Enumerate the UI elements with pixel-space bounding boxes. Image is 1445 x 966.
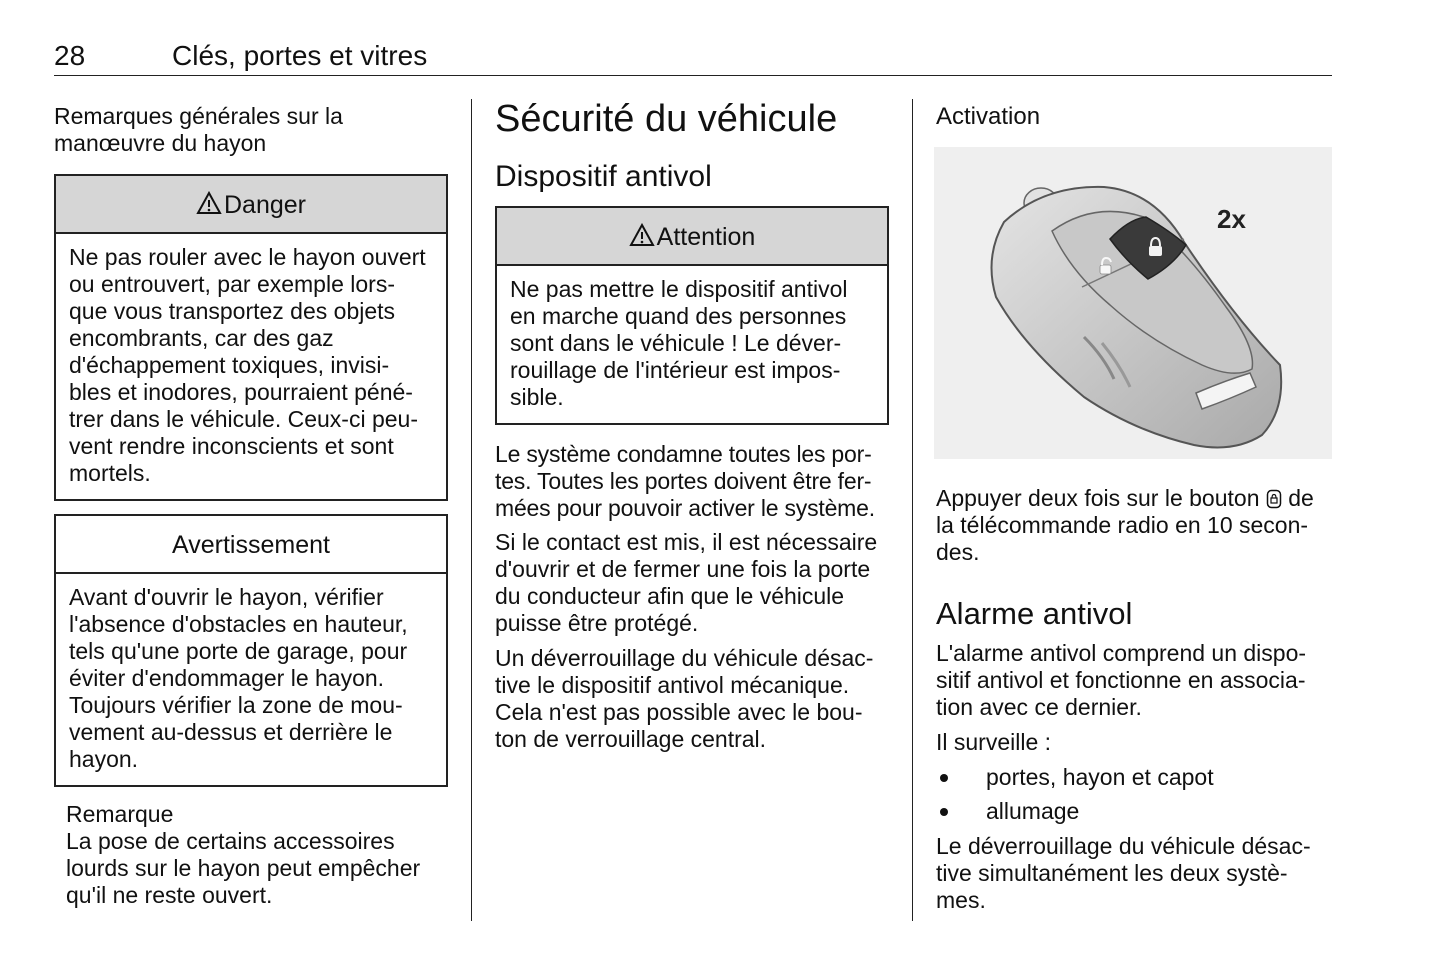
column-divider-left	[471, 99, 472, 921]
page-number: 28	[54, 40, 86, 71]
paragraph-unlock: Un déverrouillage du véhicule désac- tive le dispositif antivol mécanique. Cela n'est pas possible avec le bou- ton de verrouillage central.	[495, 645, 874, 752]
note-block: Remarque La pose de certains accessoires lourds sur le hayon peut empêcher qu'il ne reste ouvert.	[66, 801, 421, 908]
list-item: allumage	[940, 798, 1320, 826]
danger-box-header	[56, 176, 446, 234]
activation-instruction: Appuyer deux fois sur le bouton de la télécommande radio en 10 secon- des.	[936, 485, 1314, 565]
alarm-closing: Le déverrouillage du véhicule désac- tive simultanément les deux systè- mes.	[936, 833, 1311, 913]
lock-button-icon	[1266, 489, 1282, 509]
key-fob-illustration	[934, 147, 1332, 459]
list-item: portes, hayon et capot	[940, 764, 1320, 792]
danger-title: Danger	[224, 191, 306, 219]
attention-title: Attention	[656, 223, 756, 251]
subsection-title: Dispositif antivol	[495, 160, 712, 193]
paragraph-locking: Le système condamne toutes les por- tes. Toutes les portes doivent être fer- mées pour pouvoir activer le système.	[495, 441, 875, 521]
chapter-title: Clés, portes et vitres	[172, 40, 428, 71]
key-fob-figure	[934, 147, 1332, 459]
warning-title: Avertissement	[172, 531, 330, 559]
warning-box	[54, 514, 448, 787]
monitors-label: Il surveille :	[936, 729, 1052, 755]
warning-box-header	[56, 516, 446, 574]
warning-triangle-icon	[629, 223, 655, 247]
column-divider-right	[912, 99, 913, 921]
header-rule	[54, 75, 1332, 76]
activation-heading: Activation	[936, 103, 1041, 130]
attention-box-header	[497, 208, 887, 266]
bullet-icon	[940, 774, 948, 782]
alarm-intro: L'alarme antivol comprend un dispo- sitif antivol et fonctionne en associa- tion avec ce dernier.	[936, 640, 1307, 720]
warning-triangle-icon	[196, 191, 222, 215]
warning-text: Avant d'ouvrir le hayon, vérifier l'absence d'obstacles en hauteur, tels qu'une porte de garage, pour éviter d'endommager le hayon. Toujours vérifier la zone de mou- vement au-dessus et derrière le hayon.	[69, 584, 408, 772]
section-heading-tailgate: Remarques générales sur la manœuvre du hayon	[54, 103, 343, 156]
bullet-icon	[940, 808, 948, 816]
alarm-title: Alarme antivol	[936, 596, 1133, 631]
press-count-label: 2x	[1217, 204, 1246, 234]
note-title: Remarque	[66, 801, 174, 827]
attention-box	[495, 206, 889, 425]
danger-box	[54, 174, 448, 501]
section-title: Sécurité du véhicule	[495, 98, 838, 140]
paragraph-ignition: Si le contact est mis, il est nécessaire d'ouvrir et de fermer une fois la porte du conducteur afin que le véhicule puisse être protégé.	[495, 529, 878, 636]
attention-text: Ne pas mettre le dispositif antivol en marche quand des personnes sont dans le véhicule ! Le déver- rouillage de l'intérieur est impos- sible.	[510, 276, 848, 410]
danger-text: Ne pas rouler avec le hayon ouvert ou entrouvert, par exemple lors- que vous transportez des objets encombrants, car des gaz d'échappement toxiques, invisi- bles et inodores, pourraient péné- trer dans le véhicule. Ceux-ci peu- vent rendre inconscients et sont mortels.	[69, 244, 426, 486]
